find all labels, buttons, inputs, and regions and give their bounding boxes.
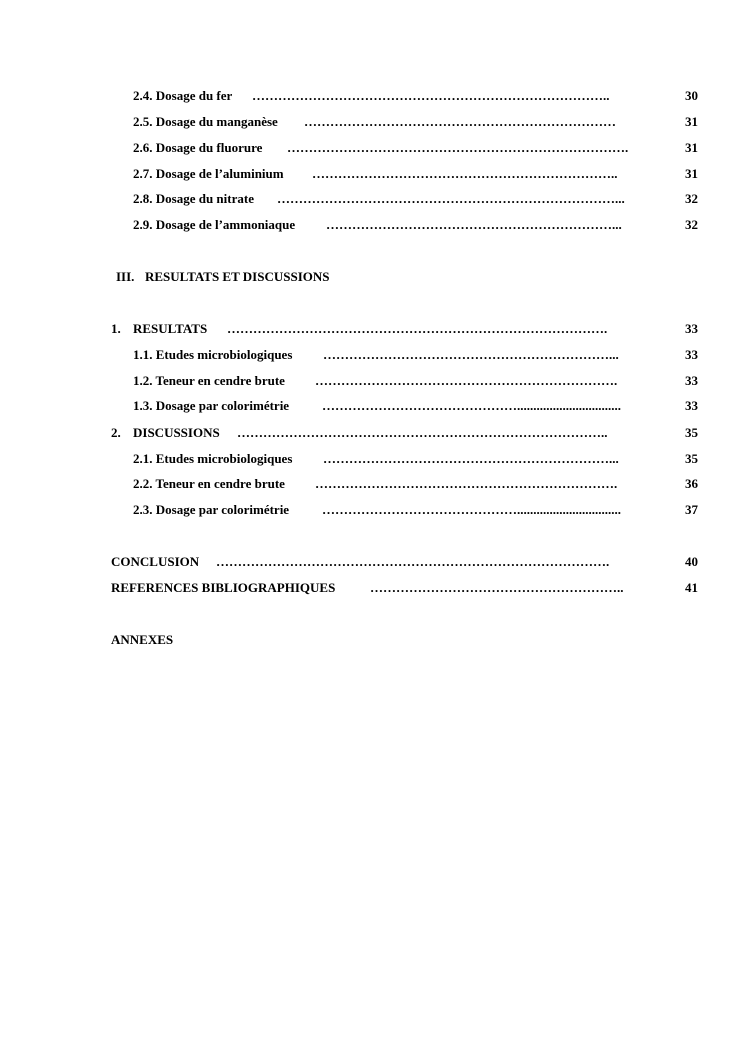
- toc-page-number: 32: [685, 191, 698, 206]
- toc-page-number: 30: [685, 88, 698, 103]
- part-title: RESULTATS ET DISCUSSIONS: [145, 269, 330, 284]
- toc-entry-label: 2.5. Dosage du manganèse: [133, 114, 278, 129]
- toc-leader: ……………………………………………………………..: [312, 166, 618, 181]
- toc-entry[interactable]: [0, 372, 744, 390]
- toc-entry-label: 2.7. Dosage de l’aluminium: [133, 166, 284, 181]
- toc-entry-label: ANNEXES: [111, 632, 174, 647]
- toc-entry-label: DISCUSSIONS: [133, 425, 220, 440]
- toc-entry-label: 1.1. Etudes microbiologiques: [133, 347, 293, 362]
- toc-entry-label: 1.3. Dosage par colorimétrie: [133, 398, 290, 413]
- toc-entry[interactable]: [0, 424, 744, 442]
- toc-entry[interactable]: [0, 190, 744, 208]
- toc-entry[interactable]: [0, 553, 744, 571]
- toc-entry-label: 2.8. Dosage du nitrate: [133, 191, 254, 206]
- toc-entry-label: 1.2. Teneur en cendre brute: [133, 373, 285, 388]
- toc-entry[interactable]: [0, 320, 744, 338]
- toc-leader: …………………………………………………………….: [315, 476, 618, 491]
- toc-entry-label: 2.6. Dosage du fluorure: [133, 140, 263, 155]
- toc-entry[interactable]: [0, 139, 744, 157]
- toc-leader: ………………………………………................................: [322, 502, 621, 517]
- toc-entry[interactable]: [0, 216, 744, 234]
- toc-entry[interactable]: [0, 631, 744, 649]
- toc-entry-label: RESULTATS: [133, 321, 208, 336]
- toc-entry-label: 2.3. Dosage par colorimétrie: [133, 502, 290, 517]
- toc-page-number: 31: [685, 166, 698, 181]
- toc-leader: …………………………………………………………………………….: [227, 321, 608, 336]
- toc-entry[interactable]: [0, 450, 744, 468]
- toc-leader: …………………………………………………………...: [323, 347, 619, 362]
- toc-leader: …………………………………………………………………….: [287, 140, 629, 155]
- toc-entry-label: 2.9. Dosage de l’ammoniaque: [133, 217, 296, 232]
- toc-entry-label: 2.4. Dosage du fer: [133, 88, 233, 103]
- toc-leader: ……………………………………………………………………………….: [216, 554, 610, 569]
- toc-leader: …………………………………………………………...: [323, 451, 619, 466]
- toc-page-number: 35: [685, 451, 698, 466]
- toc-leader: ………………………………………………………………: [304, 114, 616, 129]
- toc-entry-label: 2.1. Etudes microbiologiques: [133, 451, 293, 466]
- toc-leader: …………………………………………………………………………..: [237, 425, 608, 440]
- toc-page-number: 31: [685, 114, 698, 129]
- toc-page-number: 41: [685, 580, 698, 595]
- toc-entry[interactable]: [0, 87, 744, 105]
- toc-page-number: 33: [685, 321, 698, 336]
- toc-leader: ………………………………………................................: [322, 398, 621, 413]
- toc-page-number: 35: [685, 425, 698, 440]
- toc-page-number: 33: [685, 373, 698, 388]
- toc-entry[interactable]: [0, 165, 744, 183]
- toc-entry[interactable]: [0, 475, 744, 493]
- toc-page-number: 36: [685, 476, 698, 491]
- toc-page-number: 37: [685, 502, 698, 517]
- toc-entry-label: CONCLUSION: [111, 554, 200, 569]
- part-numeral: III.: [116, 269, 135, 284]
- part-heading[interactable]: [0, 268, 744, 286]
- toc-leader: ………………………………………………………………………..: [252, 88, 610, 103]
- toc-leader: ……………………………………………………………………...: [277, 191, 625, 206]
- toc-leader: …………………………………………………………….: [315, 373, 618, 388]
- toc-entry[interactable]: [0, 579, 744, 597]
- toc-entry-label: REFERENCES BIBLIOGRAPHIQUES: [111, 580, 336, 595]
- toc-entry-number: 2.: [111, 425, 121, 440]
- toc-page-number: 32: [685, 217, 698, 232]
- toc-entry-label: 2.2. Teneur en cendre brute: [133, 476, 285, 491]
- toc-entry[interactable]: [0, 397, 744, 415]
- toc-entry-number: 1.: [111, 321, 121, 336]
- toc-page-number: 33: [685, 347, 698, 362]
- toc-page-number: 40: [685, 554, 698, 569]
- toc-entry[interactable]: [0, 501, 744, 519]
- toc-leader: …………………………………………………..: [370, 580, 624, 595]
- toc-page-number: 33: [685, 398, 698, 413]
- toc-entry[interactable]: [0, 113, 744, 131]
- toc-page-number: 31: [685, 140, 698, 155]
- toc-leader: …………………………………………………………...: [326, 217, 622, 232]
- toc-entry[interactable]: [0, 346, 744, 364]
